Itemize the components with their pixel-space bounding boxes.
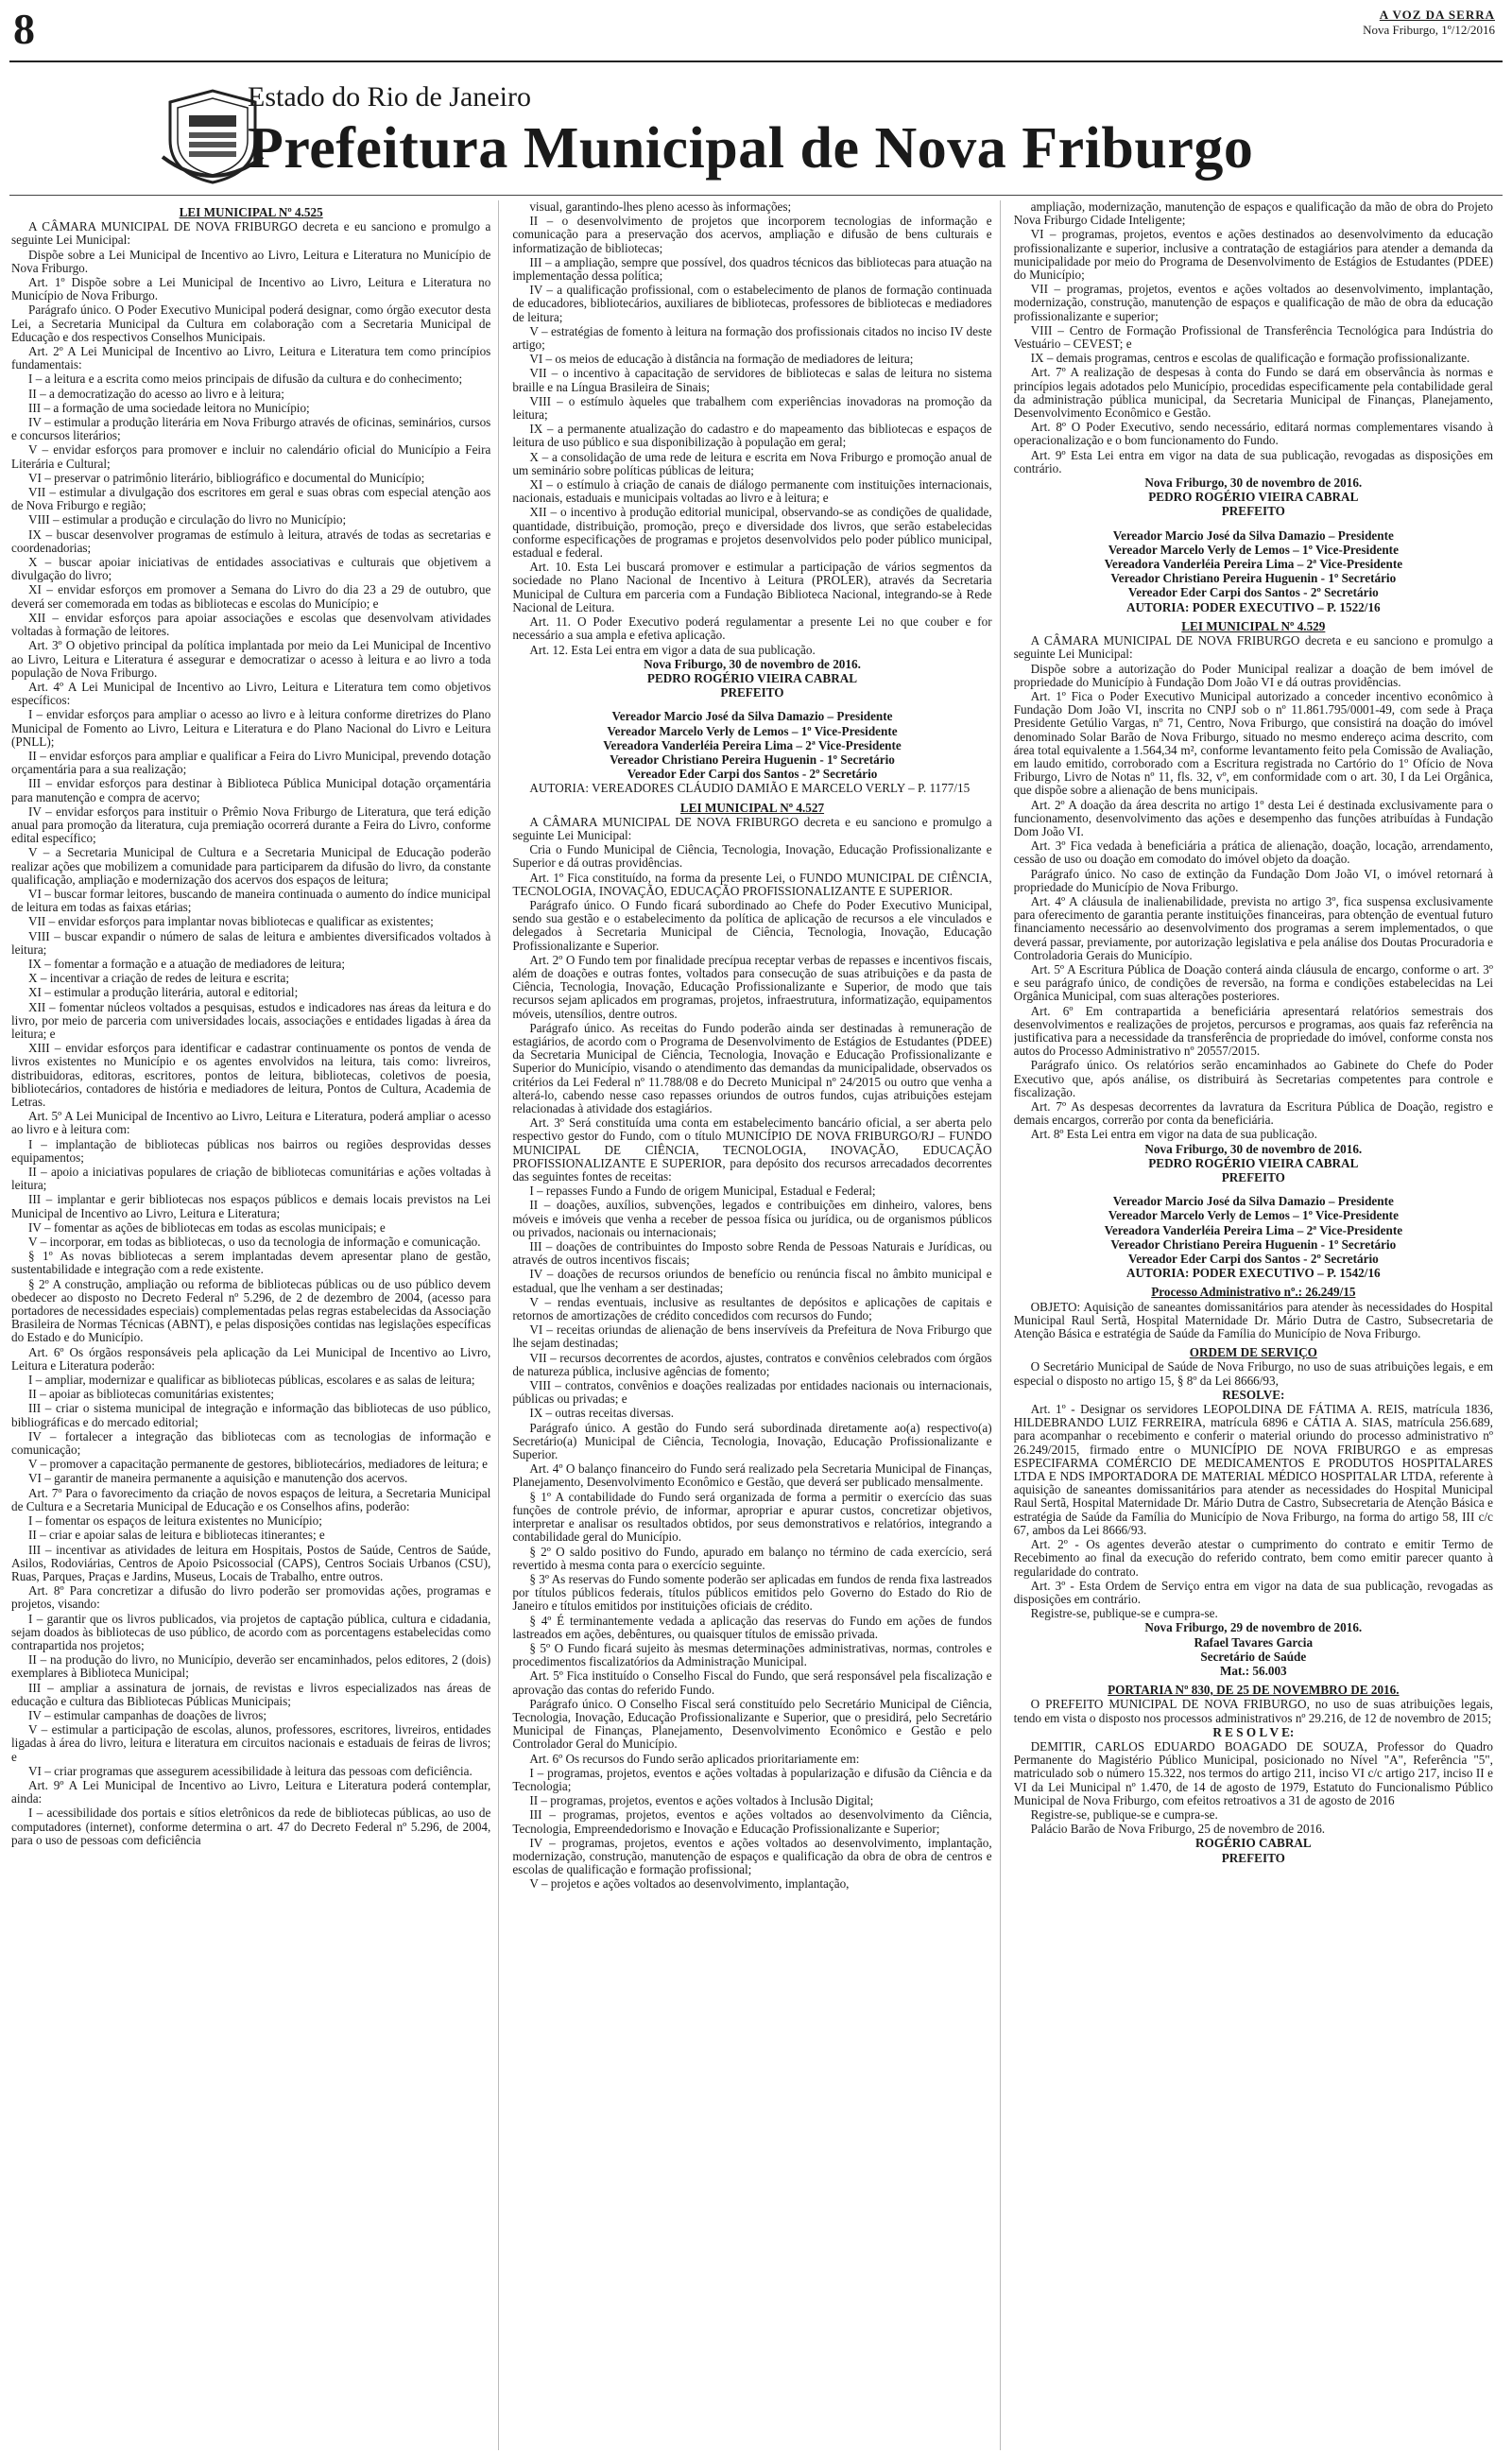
paragraph: III – envidar esforços para destinar à Biblioteca Pública Municipal dotação orçamentária para manutenção e compra de acervo; [11, 776, 491, 804]
paragraph: AUTORIA: VEREADORES CLÁUDIO DAMIÃO E MARCELO VERLY – P. 1177/15 [529, 781, 971, 796]
paragraph: I – envidar esforços para ampliar o acesso ao livro e à leitura conforme diretrizes do Plano Municipal de Fomento ao Livro, Leitura e Literatura e do Plano Nacional do Livro e Leitura (PNLL); [11, 707, 491, 749]
paragraph: Parágrafo único. O Poder Executivo Municipal poderá designar, como órgão executor desta Lei, a Secretaria Municipal da Cultura em colaboração com a Secretaria Municipal de Educação e dos respectivos Conselhos Municipais. [11, 302, 491, 344]
signature-line: Vereador Christiano Pereira Huguenin - 1º Secretário [610, 752, 895, 767]
columns [11, 200, 1501, 2450]
paragraph: Parágrafo único. Os relatórios serão encaminhados ao Gabinete do Chefe do Poder Executivo que, após análise, os distribuirá às Secretarias competentes para controle e fiscalização. [1013, 1058, 1493, 1099]
paragraph: VI – receitas oriundas de alienação de bens inservíveis da Prefeitura de Nova Friburgo que lhe sejam destinadas; [512, 1322, 992, 1351]
paragraph: Art. 2º A Lei Municipal de Incentivo ao Livro, Leitura e Literatura tem como princípios fundamentais: [11, 344, 491, 372]
paragraph: DEMITIR, CARLOS EDUARDO BOAGADO DE SOUZA, Professor do Quadro Permanente do Magistério Público Municipal, posicionado no Nível "A", Referência "5", matriculado sob o número 15.322, nos termos do artigo 211, inciso VI c/c artigo 217, inciso II e VI da Lei Municipal nº 1.470, de 14 de agosto de 1979, Estatuto do Funcionalismo Público Municipal de Nova Friburgo, com efeitos retroativos a 31 de agosto de 2016 [1013, 1738, 1493, 1807]
paragraph: I – fomentar os espaços de leitura existentes no Município; [28, 1513, 322, 1529]
paragraph: XIII – envidar esforços para identificar e cadastrar continuamente os pontos de venda de livros existentes no Município e os agentes envolvidos na leitura, tais como: livreiros, distribuidoras, editoras, escritores, pontos de leitura, bibliotecas, coletivos de poesia, bibliotecários, contadores de história e mediadores de leitura, Pontos de Cultura, Academia de Letras. [11, 1041, 491, 1109]
centered-line: Mat.: 56.003 [1219, 1663, 1287, 1678]
section-title: Processo Administrativo nº.: 26.249/15 [1151, 1285, 1356, 1300]
header-rule [9, 195, 1503, 196]
paragraph: § 2º A construção, ampliação ou reforma de bibliotecas públicas ou de uso público devem obedecer ao disposto no Decreto Federal nº 5.296, de 2 de dezembro de 2004, (acesso para portadores de necessidades especiais) complementadas pelas regras estabelecidas da Associação Brasileira de Normas Técnicas (ABNT), e pelas disposições contidas nas legislações específicas do Estado e do Município. [11, 1276, 491, 1345]
section-title: ORDEM DE SERVIÇO [1189, 1345, 1317, 1360]
paragraph: Art. 2º O Fundo tem por finalidade precípua receptar verbas de repasses e incentivos fiscais, além de doações e outras fontes, voltados para consecução de suas atribuições e da pasta de Ciência, Tecnologia, Inovação, Educação Profissionalizante e Superior, de modo que tais recursos sejam aplicados em programas, projetos, infraestrutura, informatização, equipamentos móveis, utensílios, dentre outros. [512, 952, 992, 1021]
paragraph: XI – envidar esforços em promover a Semana do Livro do dia 23 a 29 de outubro, que deverá ser comemorada em todas as bibliotecas e escolas do Município; e [11, 582, 491, 611]
paragraph: IV – estimular campanhas de doações de livros; [28, 1707, 267, 1722]
signature-line: Vereador Christiano Pereira Huguenin - 1º Secretário [1110, 1236, 1397, 1252]
paragraph: VII – envidar esforços para implantar novas bibliotecas e qualificar as existentes; [28, 914, 434, 929]
paragraph: ampliação, modernização, manutenção de espaços e qualificação da mão de obra do Projeto Nova Friburgo Cidade Inteligente; [1013, 200, 1493, 228]
section-title: LEI MUNICIPAL Nº 4.527 [679, 800, 825, 815]
paragraph: IV – programas, projetos, eventos e ações voltados ao desenvolvimento, implantação, modernização, construção, manutenção de espaços e qualificação da obra de obra de centros e escolas de qualificação e formação profissional; [512, 1835, 992, 1877]
signature-line: Vereadora Vanderléia Pereira Lima – 2ª Vice-Presidente [1104, 1222, 1403, 1237]
paragraph: Art. 7º Para o favorecimento da criação de novos espaços de leitura, a Secretaria Municipal de Cultura e a Secretaria Municipal de Educação e os Conselhos afins, poderão: [11, 1485, 491, 1513]
paper-date: Nova Friburgo, 1º/12/2016 [1363, 23, 1495, 37]
paragraph: VI – programas, projetos, eventos e ações destinados ao desenvolvimento da educação profissionalizante e superior, inclusive a contratação de estagiários para atender a demanda da municipalidade por meio do Programa de Desenvolvimento de Estágios de Estudantes (PDEE) do Município; [1013, 227, 1493, 283]
paragraph: X – buscar apoiar iniciativas de entidades associativas e culturais que objetivem a divulgação do livro; [11, 555, 491, 583]
paragraph: IX – fomentar a formação e a atuação de mediadores de leitura; [28, 956, 346, 971]
page-title: Prefeitura Municipal de Nova Friburgo [248, 116, 1254, 181]
signature-line: Vereador Eder Carpi dos Santos - 2º Secretário [1127, 585, 1379, 600]
state-name: Estado do Rio de Janeiro [248, 81, 531, 112]
paragraph: V – promover a capacitação permanente de gestores, bibliotecários, mediadores de leitura; e [28, 1457, 489, 1472]
paragraph: IV – fomentar as ações de bibliotecas em todas as escolas municipais; e [28, 1219, 386, 1235]
paragraph: VII – programas, projetos, eventos e ações voltados ao desenvolvimento, implantação, modernização, construção, manutenção de espaços e qualificação de mão de obra da educação profissionalizante e superior; [1013, 282, 1493, 323]
paragraph: V – rendas eventuais, inclusive as resultantes de depósitos e aplicações de capitais e retornos de amortizações de crédito concedidos com recursos do Fundo; [512, 1294, 992, 1323]
centered-line: PREFEITO [1221, 504, 1285, 519]
centered-line: RESOLVE: [1222, 1387, 1285, 1402]
paragraph: V – estimular a participação de escolas, alunos, professores, escritores, livreiros, entidades ligadas à área do livro, leitura e literatura em circuitos nacionais e estaduais de feiras de livros; e [11, 1722, 491, 1764]
paragraph: Parágrafo único. A gestão do Fundo será subordinada diretamente ao(a) respectivo(a) Secretário(a) Municipal de Ciência, Tecnologia, Inovação, Educação Profissionalizante e Superior. [512, 1420, 992, 1462]
column-2 [512, 200, 1000, 2450]
centered-line: Nova Friburgo, 30 de novembro de 2016. [1144, 475, 1363, 491]
paragraph: I – a leitura e a escrita como meios principais de difusão da cultura e do conhecimento; [28, 372, 463, 387]
paragraph: III – incentivar as atividades de leitura em Hospitais, Postos de Saúde, Centros de Saúde, Asilos, Rodoviárias, Centros de Apoio Psicossocial (CAPS), Centros Sociais Urbanos (CSU), Ruas, Parques, Praças e Jardins, Museus, Locais de Trabalho, entre outros. [11, 1542, 491, 1583]
paragraph: Art. 3º O objetivo principal da política implantada por meio da Lei Municipal de Incentivo ao Livro, Leitura e Literatura é assegurar e democratizar o acesso à leitura e ao livro a toda população de Nova Friburgo. [11, 638, 491, 680]
centered-line: Nova Friburgo, 30 de novembro de 2016. [1144, 1141, 1363, 1156]
paragraph: Art. 3º Fica vedada à beneficiária a prática de alienação, doação, locação, arrendamento, cessão de uso ou doação em comodato do imóvel objeto da doação. [1013, 838, 1493, 867]
centered-line: PREFEITO [1221, 1170, 1285, 1185]
paragraph: III – doações de contribuintes do Imposto sobre Renda de Pessoas Naturais e Jurídicas, ou através de outros incentivos fiscais; [512, 1239, 992, 1268]
paragraph: V – incorporar, em todas as bibliotecas, o uso da tecnologia de informação e comunicação. [28, 1235, 481, 1250]
paragraph: Art. 3º Será constituída uma conta em estabelecimento bancário oficial, a ser aberta pelo respectivo gestor do Fundo, com o título MUNICÍPIO DE NOVA FRIBURGO/RJ – FUNDO MUNICIPAL DE CIÊNCIA, TECNOLOGIA, INOVAÇÃO, EDUCAÇÃO PROFISSIONALIZANTE E SUPERIOR, para depósito dos recursos arrecadados decorrentes das seguintes fontes de receitas: [512, 1115, 992, 1184]
paragraph: V – envidar esforços para promover e incluir no calendário oficial do Município a Feira Literária e Cultural; [11, 442, 491, 471]
paragraph: VI – os meios de educação à distância na formação de mediadores de leitura; [529, 352, 914, 367]
paragraph: IV – estimular a produção literária em Nova Friburgo através de oficinas, seminários, cursos e concursos literários; [11, 415, 491, 443]
paragraph: III – ampliar a assinatura de jornais, de revistas e livros especializados nas áreas de educação e cultura das Bibliotecas Públicas Municipais; [11, 1680, 491, 1708]
signature-line: Vereador Marcelo Verly de Lemos – 1º Vice-Presidente [1108, 542, 1399, 557]
paragraph: III – a formação de uma sociedade leitora no Município; [28, 400, 310, 415]
paragraph: III – programas, projetos, eventos e ações voltados ao desenvolvimento da Ciência, Tecnologia, Empreendedorismo e Inovação e Educação Profissionalizante e Superior; [512, 1807, 992, 1836]
paragraph: II – o desenvolvimento de projetos que incorporem tecnologias de informação e comunicação para a preservação dos acervos, ampliação e difusão de bens culturais e informatização de bibliotecas; [512, 214, 992, 255]
paragraph: I – garantir que os livros publicados, via projetos de captação pública, cultura e cidadania, sejam doados às bibliotecas de uso público, de acordo com as porcentagens estabelecidas como contrapartida nos projetos; [11, 1611, 491, 1652]
paragraph: Art. 8º O Poder Executivo, sendo necessário, editará normas complementares visando à operacionalização e o bom funcionamento do Fundo. [1013, 420, 1493, 448]
paragraph: I – repasses Fundo a Fundo de origem Municipal, Estadual e Federal; [529, 1184, 876, 1199]
centered-line: PREFEITO [720, 685, 784, 700]
paragraph: Art. 4º O balanço financeiro do Fundo será realizado pela Secretaria Municipal de Finanças, Planejamento, Desenvolvimento Econômico e Gestão, que deverá ser publicado mensalmente. [512, 1461, 992, 1490]
column-3 [1014, 200, 1501, 2450]
paper-info [1363, 8, 1495, 38]
paragraph: VIII – o estímulo àqueles que trabalhem com experiências inovadoras na promoção da leitura; [512, 393, 992, 423]
paragraph: VII – recursos decorrentes de acordos, ajustes, contratos e convênios celebrados com órgãos de natureza pública, inclusive agências de fomento; [512, 1350, 992, 1378]
paragraph: Art. 5º A Lei Municipal de Incentivo ao Livro, Leitura e Literatura, poderá ampliar o acesso ao livro e à leitura com: [11, 1109, 491, 1137]
paragraph: Art. 1º Dispõe sobre a Lei Municipal de Incentivo ao Livro, Leitura e Literatura no Município de Nova Friburgo. [11, 275, 491, 303]
paragraph: Art. 4º A Lei Municipal de Incentivo ao Livro, Leitura e Literatura tem como objetivos específicos: [11, 679, 491, 708]
paragraph: Art. 6º Os órgãos responsáveis pela aplicação da Lei Municipal de Incentivo ao Livro, Leitura e Literatura poderão: [11, 1344, 491, 1373]
paragraph: § 1º As novas bibliotecas a serem implantadas devem apresentar plano de gestão, sustentabilidade e integração com a rede existente. [11, 1249, 491, 1277]
paragraph: Art. 4º A cláusula de inalienabilidade, prevista no artigo 3º, fica suspensa exclusivamente para oferecimento de garantia perante instituições financeiras, para obtenção de eventual futuro financiamento necessário ao desenvolvimento dos programas a serem implementados, o que deverá passar, previamente, por autorização legislativa e pela análise dos Doutas Procuradoria e Controladoria Gerais do Município. [1013, 893, 1493, 962]
paragraph: Dispõe sobre a autorização do Poder Municipal realizar a doação de bem imóvel de propriedade do Município à Fundação Dom João VI e dá outras providências. [1013, 661, 1493, 689]
centered-line: Rafael Tavares Garcia [1194, 1634, 1314, 1650]
section-title: LEI MUNICIPAL Nº 4.529 [1181, 618, 1326, 633]
paragraph: II – criar e apoiar salas de leitura e bibliotecas itinerantes; e [28, 1528, 325, 1543]
page-number: 8 [13, 5, 35, 53]
paragraph: VI – preservar o patrimônio literário, bibliográfico e documental do Município; [28, 470, 425, 485]
paragraph: Cria o Fundo Municipal de Ciência, Tecnologia, Inovação, Educação Profissionalizante e Superior e dá outras providências. [512, 842, 992, 871]
paragraph: I – programas, projetos, eventos e ações voltadas à popularização e difusão da Ciência e da Tecnologia; [512, 1765, 992, 1793]
paragraph: Art. 11. O Poder Executivo poderá regulamentar a presente Lei no que couber e for necessário a sua ampla e efetiva aplicação. [512, 614, 992, 643]
paragraph: VIII – estimular a produção e circulação do livro no Município; [28, 512, 347, 527]
paragraph: III – implantar e gerir bibliotecas nos espaços públicos e demais locais previstos na Lei Municipal de Incentivo ao Livro, Leitura e Literatura; [11, 1192, 491, 1220]
paragraph: I – ampliar, modernizar e qualificar as bibliotecas públicas, escolares e as salas de leitura; [28, 1373, 475, 1388]
signature-line: Vereador Marcelo Verly de Lemos – 1º Vice-Presidente [607, 723, 898, 738]
centered-line: Secretário de Saúde [1200, 1649, 1307, 1664]
signature-line: Vereadora Vanderléia Pereira Lima – 2ª Vice-Presidente [1104, 557, 1403, 572]
paragraph: Art. 7º A realização de despesas à conta do Fundo se dará em observância às normas e princípios legais adotados pelo Município, procedidas especificamente pela contabilidade geral da administração pública municipal, da Secretaria Municipal de Finanças, Planejamento, Desenvolvimento Econômico e Gestão. [1013, 365, 1493, 421]
paragraph: IV – fortalecer a integração das bibliotecas com as tecnologias de informação e comunicação; [11, 1428, 491, 1458]
signature-line: AUTORIA: PODER EXECUTIVO – P. 1542/16 [1125, 1266, 1381, 1281]
paragraph: IX – buscar desenvolver programas de estímulo à leitura, através de todas as secretarias e coordenadorias; [11, 527, 491, 555]
centered-line: PEDRO ROGÉRIO VIEIRA CABRAL [1148, 1155, 1359, 1170]
signature-line: Vereador Marcelo Verly de Lemos – 1º Vice-Presidente [1108, 1208, 1399, 1223]
centered-line: PEDRO ROGÉRIO VIEIRA CABRAL [646, 670, 858, 685]
signature-line: Vereador Eder Carpi dos Santos - 2º Secretário [627, 767, 878, 782]
paragraph: I – implantação de bibliotecas públicas nos bairros ou regiões desprovidas desses equipamentos; [11, 1136, 491, 1165]
signature-line: Vereador Marcio José da Silva Damazio – Presidente [611, 709, 893, 724]
paragraph: Art. 2º - Os agentes deverão atestar o cumprimento do contrato e emitir Termo de Recebimento ao final da execução do referido contrato, bem como emitir parecer quanto à regularidade do contrato. [1013, 1537, 1493, 1579]
paragraph: II – doações, auxílios, subvenções, legados e contribuições em dinheiro, valores, bens móveis e imóveis que venha a receber de pessoa física ou jurídica, ou de organismos públicos ou privados, nacionais ou internacionais; [512, 1198, 992, 1239]
paragraph: Art. 1º Fica constituído, na forma da presente Lei, o FUNDO MUNICIPAL DE CIÊNCIA, TECNOLOGIA, INOVAÇÃO, EDUCAÇÃO PROFISSIONALIZANTE E SUPERIOR. [512, 870, 992, 898]
paragraph: § 2º O saldo positivo do Fundo, apurado em balanço no término de cada exercício, será revertido à mesma conta para o exercício seguinte. [512, 1544, 992, 1572]
paragraph: VIII – buscar expandir o número de salas de leitura e ambientes diversificados voltados à leitura; [11, 928, 491, 957]
paragraph: IX – outras receitas diversas. [529, 1406, 675, 1421]
paragraph: IV – envidar esforços para instituir o Prêmio Nova Friburgo de Literatura, que terá edição anual para promoção da literatura, cuja premiação ocorrerá durante a Feira do Livro, conforme edital específico; [11, 804, 491, 846]
signature-line: Vereadora Vanderléia Pereira Lima – 2ª Vice-Presidente [603, 737, 902, 752]
section-title: LEI MUNICIPAL Nº 4.525 [179, 205, 323, 219]
paragraph: Art. 2º A doação da área descrita no artigo 1º desta Lei é destinada exclusivamente para o funcionamento, desenvolvimento das ações e desempenho das funções atribuídas à Fundação Dom João VI. [1013, 797, 1493, 838]
paragraph: Art. 8º Para concretizar a difusão do livro poderão ser promovidas ações, programas e projetos, visando: [11, 1583, 491, 1612]
paragraph: IX – a permanente atualização do cadastro e do mapeamento das bibliotecas e espaços de leitura de uso público e sua disponibilização à população em geral; [512, 422, 992, 450]
paragraph: V – a Secretaria Municipal de Cultura e a Secretaria Municipal de Educação poderão realizar ações que mobilizem a comunidade para participarem da difusão do livro, da constante qualificação, ampliação e modernização dos acervos dos espaços de leitura; [11, 845, 491, 887]
paragraph: IV – a qualificação profissional, com o estabelecimento de planos de formação continuada de educadores, bibliotecários, auxiliares de bibliotecas, professores de bibliotecas e mediadores de leitura; [512, 283, 992, 324]
signature-line: Vereador Marcio José da Silva Damazio – Presidente [1112, 1194, 1394, 1209]
paragraph: III – criar o sistema municipal de integração e informação das bibliotecas de uso público, bibliográficas e do mercado editorial; [11, 1401, 491, 1429]
paragraph: II – a democratização do acesso ao livro e à leitura; [28, 386, 284, 401]
paragraph: § 4º É terminantemente vedada a aplicação das reservas do Fundo em ações de fundos lastreados em ações, debêntures, ou quaisquer títulos de emissão privada. [512, 1613, 992, 1641]
paragraph: VI – buscar formar leitores, buscando de maneira continuada o aumento do índice municipal de leitura em todas as faixas etárias; [11, 886, 491, 915]
paragraph: XII – envidar esforços para apoiar associações e escolas que desenvolvam atividades voltadas à formação de leitores. [11, 610, 491, 639]
paragraph: VI – criar programas que assegurem acessibilidade à leitura das pessoas com deficiência. [28, 1763, 472, 1778]
paragraph: III – a ampliação, sempre que possível, dos quadros técnicos das bibliotecas para atuação na implementação dessa política; [512, 254, 992, 284]
paragraph: II – envidar esforços para ampliar e qualificar a Feira do Livro Municipal, prevendo dotação orçamentária para a sua realização; [11, 748, 491, 777]
paragraph: O PREFEITO MUNICIPAL DE NOVA FRIBURGO, no uso de suas atribuições legais, tendo em vista o disposto nos processos administrativos nº 29.216, de 12 de novembro de 2015; [1013, 1697, 1493, 1725]
paragraph: Art. 6º Em contrapartida a beneficiária apresentará relatórios semestrais dos desenvolvimentos e realizações de projetos, percursos e programas, aos quais faz referência na justificativa para a necessidade da transferência de propriedade do imóvel, conforme consta nos autos do Processo Administrativo nº 20557/2015. [1013, 1003, 1493, 1059]
centered-line: ROGÉRIO CABRAL [1194, 1836, 1312, 1851]
paragraph: X – a consolidação de uma rede de leitura e escrita em Nova Friburgo e promoção anual de um seminário sobre políticas públicas de leitura; [512, 449, 992, 477]
paragraph: Registre-se, publique-se e cumpra-se. [1030, 1606, 1218, 1621]
paragraph: VII – o incentivo à capacitação de servidores de bibliotecas e salas de leitura no sistema braille e na Língua Brasileira de Sinais; [512, 366, 992, 394]
paragraph: XII – fomentar núcleos voltados a pesquisas, estudos e indicadores nas áreas da leitura e do livro, por meio de parceria com universidades locais, associações e entidades ligadas à área da leitura; e [11, 999, 491, 1041]
section-title: PORTARIA Nº 830, DE 25 DE NOVEMBRO DE 2016. [1108, 1683, 1400, 1698]
paragraph: Art. 5º Fica instituído o Conselho Fiscal do Fundo, que será responsável pela fiscalização e aprovação das contas do referido Fundo. [512, 1668, 992, 1697]
paragraph: A CÂMARA MUNICIPAL DE NOVA FRIBURGO decreta e eu sanciono e promulgo a seguinte Lei Municipal: [512, 814, 992, 842]
paragraph: § 1º A contabilidade do Fundo será organizada de forma a permitir o exercício das suas funções de controle prévio, de informar, apropriar e apurar custos, concretizar objetivos, interpretar e analisar os resultados obtidos, por seus demonstrativos e relatórios, integrando a contabilidade geral do Município. [512, 1489, 992, 1545]
paragraph: Parágrafo único. No caso de extinção da Fundação Dom João VI, o imóvel retornará à propriedade do Município de Nova Friburgo. [1013, 866, 1493, 894]
paragraph: II – apoiar as bibliotecas comunitárias existentes; [28, 1387, 275, 1402]
centered-line: PEDRO ROGÉRIO VIEIRA CABRAL [1148, 490, 1359, 505]
paragraph: O Secretário Municipal de Saúde de Nova Friburgo, no uso de suas atribuições legais, e em especial o disposto no artigo 15, § 8º da Lei 8666/93, [1013, 1359, 1493, 1388]
paragraph: I – acessibilidade dos portais e sítios eletrônicos da rede de bibliotecas públicas, ao uso de computadores (internet), conforme determina o art. 47 do Decreto Federal nº 5.296, de 2004, para o uso de pessoas com deficiência [11, 1806, 491, 1847]
paragraph: Art. 6º Os recursos do Fundo serão aplicados prioritariamente em: [529, 1751, 860, 1766]
signature-line: Vereador Christiano Pereira Huguenin - 1º Secretário [1110, 571, 1397, 586]
paragraph: Art. 9º A Lei Municipal de Incentivo ao Livro, Leitura e Literatura poderá contemplar, ainda: [11, 1777, 491, 1806]
signature-line: AUTORIA: PODER EXECUTIVO – P. 1522/16 [1125, 599, 1381, 614]
top-rule [9, 60, 1503, 62]
paragraph: XII – o incentivo à produção editorial municipal, observando-se as condições de qualidade, quantidade, distribuição, promoção, preço e diversidade dos livros, que serão estabelecidas conforme especificações de programas e projetos desenvolvidos pelo poder público municipal, estadual e federal. [512, 505, 992, 561]
paragraph: Art. 5º A Escritura Pública de Doação conterá ainda cláusula de encargo, conforme o art. 3º e seu parágrafo único, de condições de reversão, na forma e condições estabelecidas na Lei Orgânica Municipal, com suas alterações posteriores. [1013, 961, 1493, 1004]
paragraph: Palácio Barão de Nova Friburgo, 25 de novembro de 2016. [1030, 1822, 1326, 1837]
paragraph: A CÂMARA MUNICIPAL DE NOVA FRIBURGO decreta e eu sanciono e promulgo a seguinte Lei Municipal: [1013, 633, 1493, 662]
paragraph: VIII – contratos, convênios e doações realizadas por entidades nacionais ou internacionais, públicas ou privadas; e [512, 1378, 992, 1407]
signature-line: Vereador Eder Carpi dos Santos - 2º Secretário [1127, 1252, 1379, 1267]
paragraph: § 3º As reservas do Fundo somente poderão ser aplicadas em fundos de renda fixa lastreados por títulos públicos federais, títulos públicos emitidos pelo Governo do Estado do Rio de Janeiro e títulos emitidos por instituições oficiais de crédito. [512, 1571, 992, 1614]
paragraph: Art. 1º Fica o Poder Executivo Municipal autorizado a conceder incentivo econômico à Fundação Dom João VI, inscrita no CNPJ sob o nº 11.861.795/0001-49, com sede à Praça Presidente Getúlio Vargas, nº 71, Centro, Nova Friburgo, que consistirá na doação do imóvel denominado Solar Barão de Nova Friburgo, situado no mesmo endereço acima descrito, com área total equivalente a 1.564,34 m², conforme levantamento feito pela Comissão de Avaliação, em laudo emitido, corroborado com a Escritura registrada no Cartório do 1º Ofício de Nova Friburgo, Livro de Notas nº 11, fls. 32, vº, em conformidade com o art. 30, I da Lei Orgânica, que dispõe sobre a alienação de bens municipais. [1013, 688, 1493, 798]
signature-line: Vereador Marcio José da Silva Damazio – Presidente [1112, 527, 1394, 543]
paragraph: II – programas, projetos, eventos e ações voltados à Inclusão Digital; [529, 1793, 874, 1808]
centered-line: Nova Friburgo, 29 de novembro de 2016. [1144, 1620, 1363, 1635]
paragraph: II – apoio a iniciativas populares de criação de bibliotecas comunitárias e ações voltadas à leitura; [11, 1165, 491, 1193]
paragraph: V – estratégias de fomento à leitura na formação dos profissionais citados no inciso IV deste artigo; [512, 323, 992, 353]
paragraph: Art. 1º - Designar os servidores LEOPOLDINA DE FÁTIMA A. REIS, matrícula 1836, HILDEBRANDO LUIZ FERREIRA, matrícula 6896 e CÁTIA A. SIAS, matrícula 256.689, para acompanhar o recebimento e conferir o material oriundo do processo administrativo nº 26.249/2015, firmado entre o MUNICÍPIO DE NOVA FRIBURGO e as empresas ESPECIFARMA COMÉRCIO DE MEDICAMENTOS E PRODUTOS HOSPITALARES LTDA E NDS IMPORTADORA DE MATERIAL MÉDICO HOSPITALAR LTDA, referente à aquisição de saneantes domissanitários para atender as necessidades do Hospital Municipal Raul Sertã, Hospital Maternidade Dr. Mário Dutra de Castro, Subsecretaria de Atenção Básica e estratégia de Saúde da Família do Município de Nova Friburgo, na forma do artigo 58, III c/c 67, ambos da Lei 8666/93. [1013, 1402, 1493, 1537]
paragraph: IV – doações de recursos oriundos de benefício ou renúncia fiscal no âmbito municipal e estadual, que lhe venham a ser destinadas; [512, 1267, 992, 1295]
centered-line: PREFEITO [1221, 1850, 1285, 1865]
centered-line: R E S O L V E: [1212, 1724, 1295, 1739]
paragraph: V – projetos e ações voltados ao desenvolvimento, implantação, [529, 1876, 850, 1892]
paragraph: VII – estimular a divulgação dos escritores em geral e suas obras com especial atenção aos de Nova Friburgo e região; [11, 485, 491, 513]
column-1 [11, 200, 499, 2450]
paragraph: Art. 10. Esta Lei buscará promover e estimular a participação de vários segmentos da sociedade no Plano Nacional de Incentivo à Leitura (PROLER), através da Secretaria Municipal de Cultura em parceria com a Fundação Biblioteca Nacional, integrando-se à Rede Nacional de Leitura. [512, 560, 992, 614]
paragraph: § 5º O Fundo ficará sujeito às mesmas determinações administrativas, normas, controles e procedimentos fiscalizatórios da Administração Municipal. [512, 1640, 992, 1669]
paragraph: Parágrafo único. O Fundo ficará subordinado ao Chefe do Poder Executivo Municipal, sendo sua gestão e o estabelecimento da política de aplicação de recursos a ele vinculados e delegados à Secretaria Municipal de Ciência, Tecnologia, Inovação, Educação Profissionalizante e Superior. [512, 897, 992, 953]
paragraph: IX – demais programas, centros e escolas de qualificação e formação profissionalizante. [1030, 351, 1470, 366]
paragraph: VIII – Centro de Formação Profissional de Transferência Tecnológica para Indústria do Vestuário – CEVEST; e [1013, 322, 1493, 352]
paragraph: Art. 12. Esta Lei entra em vigor a data de sua publicação. [529, 642, 816, 657]
paragraph: XI – o estímulo à criação de canais de diálogo permanente com instituições internacionais, nacionais, estaduais e municipais voltadas ao livro e à leitura; e [512, 477, 992, 506]
paragraph: Art. 7º As despesas decorrentes da lavratura da Escritura Pública de Doação, registro e demais encargos, correrão por conta da beneficiária. [1013, 1099, 1493, 1128]
centered-line: Nova Friburgo, 30 de novembro de 2016. [644, 656, 861, 671]
paragraph: OBJETO: Aquisição de saneantes domissanitários para atender às necessidades do Hospital Municipal Raul Sertã, Hospital Maternidade Dr. Mário Dutra de Castro, Subsecretaria de Atenção Básica e estratégia de Saúde da Família do Município de Nova Friburgo. [1013, 1299, 1493, 1341]
paragraph: A CÂMARA MUNICIPAL DE NOVA FRIBURGO decreta e eu sanciono e promulgo a seguinte Lei Municipal: [11, 219, 491, 248]
paragraph: Parágrafo único. As receitas do Fundo poderão ainda ser destinadas à remuneração de estagiários, de acordo com o Programa de Desenvolvimento de Estágios de Estudantes (PDEE) da Secretaria Municipal de Ciência, Tecnologia, Inovação e Educação Profissionalizante e Superior do Município, visando o atendimento das demandas da municipalidade, observados os critérios da Lei Federal nº 11.788/08 e do Decreto Municipal nº 24/2015 ou outro que venha a alterá-lo, cabendo nesse caso repasses oriundos de outros fundos, cujas atribuições estejam relacionadas à atividade dos estagiários. [512, 1020, 992, 1115]
paragraph: visual, garantindo-lhes pleno acesso às informações; [529, 200, 792, 214]
paragraph: Dispõe sobre a Lei Municipal de Incentivo ao Livro, Leitura e Literatura no Município de Nova Friburgo. [11, 247, 491, 275]
paragraph: Parágrafo único. O Conselho Fiscal será constituído pelo Secretário Municipal de Ciência, Tecnologia, Inovação, Educação Profissionalizante e Superior, que o presidirá, pelo Secretário Municipal de Finanças, Planejamento, Desenvolvimento Econômico e Gestão e pelo Controlador Geral do Município. [512, 1696, 992, 1752]
paragraph: Art. 9º Esta Lei entra em vigor na data de sua publicação, revogadas as disposições em contrário. [1013, 447, 1493, 475]
paper-name: A VOZ DA SERRA [1379, 8, 1495, 22]
paragraph: Registre-se, publique-se e cumpra-se. [1030, 1806, 1218, 1822]
paragraph: XI – estimular a produção literária, autoral e editorial; [28, 985, 299, 1000]
paragraph: Art. 8º Esta Lei entra em vigor na data de sua publicação. [1030, 1127, 1317, 1142]
paragraph: II – na produção do livro, no Município, deverão ser encaminhados, pelos editores, 2 (dois) exemplares à Biblioteca Municipal; [11, 1652, 491, 1681]
paragraph: Art. 3º - Esta Ordem de Serviço entra em vigor na data de sua publicação, revogadas as disposições em contrário. [1013, 1578, 1493, 1606]
paragraph: X – incentivar a criação de redes de leitura e escrita; [28, 971, 290, 986]
paragraph: VI – garantir de maneira permanente a aquisição e manutenção dos acervos. [28, 1471, 408, 1486]
